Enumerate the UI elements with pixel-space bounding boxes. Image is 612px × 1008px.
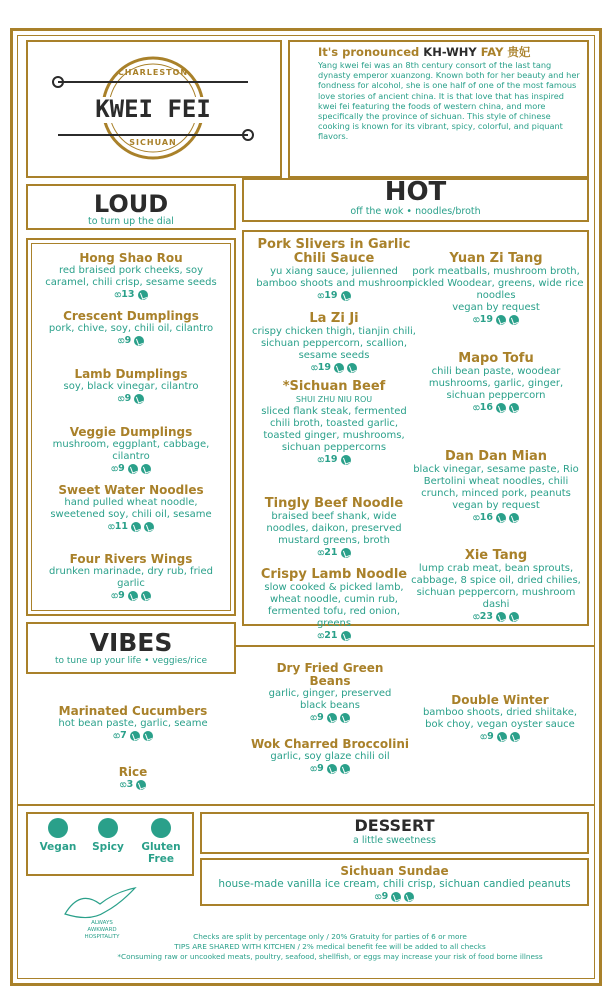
price-prefix: ග xyxy=(113,730,121,741)
item-desc: red braised pork cheeks, soy caramel, chili crisp, sesame seeds xyxy=(45,265,217,288)
item-desc: bamboo shoots, dried shiitake, bok choy, vegan oyster sauce xyxy=(422,707,578,730)
price-value: 9 xyxy=(317,712,324,723)
item-name: Double Winter xyxy=(451,693,549,707)
item-price xyxy=(250,290,418,302)
menu-item xyxy=(408,252,584,326)
footer-line-3: *Consuming raw or uncooked meats, poultry, seafood, shellfish, or eggs may increase your risk of food borne illness xyxy=(117,951,543,961)
diet-icon xyxy=(497,732,507,742)
item-price xyxy=(36,463,226,475)
price-prefix: ග xyxy=(480,731,488,742)
price-prefix: ග xyxy=(472,314,480,325)
item-desc: braised beef shank, wide noodles, daikon, preserved mustard greens, broth xyxy=(266,511,402,546)
menu-item xyxy=(50,705,216,742)
brand-line-3: HOSPITALITY xyxy=(84,934,120,940)
spicy-icon xyxy=(404,892,414,902)
item-desc: drunken marinade, dry rub, fried garlic xyxy=(49,566,213,589)
phonetic-2: FAY xyxy=(480,45,504,59)
pronounced-label: It's pronounced xyxy=(318,45,420,59)
menu-item xyxy=(250,568,418,642)
price-value: 11 xyxy=(114,521,129,532)
logo-box xyxy=(26,40,282,178)
item-price xyxy=(408,611,584,623)
item-alt-name: SHUI ZHU NIU ROU xyxy=(295,395,373,404)
dessert-name: Sichuan Sundae xyxy=(340,864,449,878)
diet-icon xyxy=(341,455,351,465)
diet-icon xyxy=(128,591,138,601)
price-prefix: ග xyxy=(317,547,325,558)
price-prefix: ග xyxy=(114,289,122,300)
item-price xyxy=(250,630,418,642)
diet-icon xyxy=(141,464,151,474)
item-price xyxy=(245,763,415,775)
item-desc: lump crab meat, bean sprouts, cabbage, 8 spice oil, dried chilies, sichuan peppercorn, mushroom dashi xyxy=(411,563,581,610)
price-value: 9 xyxy=(118,590,125,601)
diet-icon xyxy=(341,291,351,301)
item-desc: slow cooked & picked lamb, wheat noodle, cumin rub, fermented tofu, red onion, greens xyxy=(264,582,404,629)
price-prefix: ග xyxy=(317,454,325,465)
menu-item xyxy=(50,766,216,791)
menu-item xyxy=(250,238,418,302)
item-price xyxy=(250,362,418,374)
vibes-divider-top xyxy=(236,645,595,647)
menu-item xyxy=(250,380,418,466)
vibes-subtitle-b: veggies/rice xyxy=(152,656,208,666)
item-price xyxy=(36,289,226,301)
diet-icon xyxy=(136,780,146,790)
item-desc: hand pulled wheat noodle, sweetened soy, chili oil, sesame xyxy=(50,497,212,520)
price-prefix: ග xyxy=(317,630,325,641)
diet-icon xyxy=(496,403,506,413)
hot-subtitle-a: off the wok xyxy=(350,206,404,217)
price-prefix: ග xyxy=(310,763,318,774)
dot-bullet: • xyxy=(144,656,150,666)
price-prefix: ග xyxy=(472,611,480,622)
price-prefix: ග xyxy=(374,891,382,902)
price-value: 16 xyxy=(479,402,494,413)
item-desc: pork, chive, soy, chili oil, cilantro xyxy=(48,323,214,334)
diet-icon xyxy=(327,713,337,723)
price-value: 9 xyxy=(124,335,132,346)
vegan-icon xyxy=(48,818,68,838)
pronounce-line xyxy=(318,44,530,60)
footer-line-1: Checks are split by percentage only / 20% Gratuity for parties of 6 or more xyxy=(193,932,467,941)
chinese-name: 贵妃 xyxy=(507,45,531,59)
item-price xyxy=(36,521,226,533)
item-desc: soy, black vinegar, cilantro xyxy=(63,381,199,392)
diet-icon xyxy=(496,315,506,325)
hot-subtitle xyxy=(242,206,589,217)
item-price xyxy=(408,402,584,414)
diet-icon xyxy=(340,713,350,723)
item-name: Dry Fried Green Beans xyxy=(276,661,384,688)
legend-vegan xyxy=(36,818,80,853)
item-desc: chili bean paste, woodear mushrooms, garlic, ginger, sichuan peppercorn xyxy=(428,366,564,401)
legend-spicy xyxy=(86,818,130,853)
menu-item xyxy=(36,484,226,533)
price-value: 9 xyxy=(124,393,132,404)
price-value: 21 xyxy=(324,630,338,641)
item-price xyxy=(260,712,400,724)
item-name: Sweet Water Noodles xyxy=(58,483,204,497)
price-prefix: ග xyxy=(111,590,119,601)
chili-icon xyxy=(98,818,118,838)
vibes-title: VIBES xyxy=(89,628,173,657)
item-note: vegan by request xyxy=(452,302,540,313)
item-name: Xie Tang xyxy=(464,548,528,563)
vibes-divider-bottom xyxy=(17,804,595,806)
item-desc: garlic, soy glaze chili oil xyxy=(270,751,390,762)
item-name: Rice xyxy=(118,765,148,779)
diet-icon xyxy=(510,732,520,742)
diet-icon xyxy=(141,591,151,601)
menu-item xyxy=(36,310,226,347)
item-name: Hong Shao Rou xyxy=(79,251,183,265)
diet-icon xyxy=(341,548,351,558)
item-name: Four Rivers Wings xyxy=(69,552,193,566)
item-price xyxy=(36,590,226,602)
diet-icon xyxy=(143,731,153,741)
price-value: 7 xyxy=(120,730,127,741)
vegan-icon xyxy=(391,892,401,902)
menu-item xyxy=(36,368,226,405)
diet-icon xyxy=(341,631,351,641)
brand-line-2: AWKWARD xyxy=(87,927,117,933)
vibes-subtitle-a: to tune up your life xyxy=(54,656,142,666)
item-price xyxy=(250,547,418,559)
price-value: 21 xyxy=(324,547,338,558)
item-price xyxy=(50,730,216,742)
item-name: La Zi Ji xyxy=(309,311,359,326)
item-price xyxy=(50,779,216,791)
item-price xyxy=(408,512,584,524)
item-price xyxy=(408,314,584,326)
item-name: Pork Slivers in Garlic Chili Sauce xyxy=(257,237,411,266)
price-prefix: ග xyxy=(111,463,119,474)
item-desc: sliced flank steak, fermented chili broth, toasted garlic, toasted ginger, mushrooms, sichuan peppercorns xyxy=(261,406,407,453)
hospitality-bird-logo xyxy=(60,884,140,924)
loud-subtitle: to turn up the dial xyxy=(88,216,174,227)
phonetic: KH-WHY xyxy=(423,45,477,59)
price-value: 3 xyxy=(126,779,134,790)
menu-item xyxy=(245,738,415,775)
price-prefix: ග xyxy=(117,393,125,404)
diet-icon xyxy=(144,522,154,532)
price-prefix: ග xyxy=(472,512,480,523)
item-name: Tingly Beef Noodle xyxy=(264,496,404,511)
legend-gluten-label: Gluten Free xyxy=(141,841,181,865)
item-name: Dan Dan Mian xyxy=(444,449,548,464)
price-prefix: ග xyxy=(310,362,318,373)
menu-item xyxy=(36,426,226,475)
item-desc: garlic, ginger, preserved black beans xyxy=(268,688,392,711)
menu-item xyxy=(36,252,226,301)
diet-icon xyxy=(509,513,519,523)
item-name: Crispy Lamb Noodle xyxy=(260,567,408,582)
brand-line-1: ALWAYS xyxy=(91,920,113,926)
item-name: *Sichuan Beef xyxy=(282,379,386,394)
legend-gluten xyxy=(136,818,186,865)
hot-title: HOT xyxy=(384,177,447,207)
price-prefix: ග xyxy=(317,290,325,301)
legend-spicy-label: Spicy xyxy=(92,841,124,853)
diet-icon xyxy=(131,522,141,532)
diet-icon xyxy=(138,290,148,300)
diet-icon xyxy=(509,315,519,325)
diet-icon xyxy=(327,764,337,774)
wheat-icon xyxy=(151,818,171,838)
diet-icon xyxy=(347,363,357,373)
price-value: 9 xyxy=(118,463,125,474)
item-name: Wok Charred Broccolini xyxy=(250,737,410,751)
logo-top-text: CHARLESTON xyxy=(117,68,189,77)
price-value: 19 xyxy=(317,362,332,373)
dessert-desc: house-made vanilla ice cream, chili crisp, sichuan candied peanuts xyxy=(218,878,571,890)
dessert-price xyxy=(200,891,589,903)
item-price xyxy=(420,731,580,743)
item-desc: yu xiang sauce, julienned bamboo shoots and mushroom xyxy=(256,266,412,289)
legend-vegan-label: Vegan xyxy=(39,841,77,853)
diet-icon xyxy=(496,513,506,523)
price-value: 19 xyxy=(324,290,338,301)
intro-text: Yang kwei fei was an 8th century consort of the last tang dynasty emperor xuanzong. Known both for her beauty and her fondness for alcohol, she is one half of one of the most famous love stories of ancient china. It is that love that has inspired kwei fei featuring the foods of western china, and more specifically the province of sichuan. This style of chinese cooking is known for its vibrant, spicy, colorful, and piquant flavors. xyxy=(318,60,580,142)
item-price xyxy=(36,335,226,347)
menu-item xyxy=(420,694,580,743)
footer-notes xyxy=(80,932,580,961)
menu-item xyxy=(250,312,418,374)
item-price xyxy=(36,393,226,405)
price-value: 19 xyxy=(324,454,338,465)
item-name: Marinated Cucumbers xyxy=(58,704,208,718)
dessert-title: DESSERT xyxy=(354,816,435,835)
item-price xyxy=(250,454,418,466)
hot-subtitle-b: noodles/broth xyxy=(415,206,481,217)
diet-icon xyxy=(130,731,140,741)
diet-icon xyxy=(128,464,138,474)
footer-line-2: TIPS ARE SHARED WITH KITCHEN / 2% medical benefit fee will be added to all checks xyxy=(174,941,486,951)
price-prefix: ග xyxy=(472,402,480,413)
diet-icon xyxy=(509,612,519,622)
diet-icon xyxy=(496,612,506,622)
dot-bullet: • xyxy=(406,206,413,217)
logo-bottom-text: SICHUAN xyxy=(129,138,177,147)
price-prefix: ග xyxy=(310,712,318,723)
price-value: 9 xyxy=(317,763,324,774)
item-desc: hot bean paste, garlic, seame xyxy=(58,718,208,729)
menu-item xyxy=(408,549,584,623)
item-name: Mapo Tofu xyxy=(458,351,534,366)
item-desc: mushroom, eggplant, cabbage, cilantro xyxy=(52,439,210,462)
menu-item xyxy=(36,553,226,602)
dessert-subtitle: a little sweetness xyxy=(353,835,436,846)
diet-icon xyxy=(340,764,350,774)
diet-icon xyxy=(334,363,344,373)
menu-item xyxy=(408,352,584,414)
loud-title: LOUD xyxy=(93,190,169,218)
item-note: vegan by request xyxy=(452,500,540,511)
item-name: Crescent Dumplings xyxy=(63,309,199,323)
price-prefix: ග xyxy=(119,779,127,790)
diet-icon xyxy=(134,394,144,404)
price-prefix: ග xyxy=(107,521,115,532)
price-value: 9 xyxy=(487,731,494,742)
price-value: 13 xyxy=(121,289,135,300)
price-value: 23 xyxy=(479,611,494,622)
menu-item xyxy=(250,497,418,559)
price-prefix: ග xyxy=(117,335,125,346)
item-desc: crispy chicken thigh, tianjin chili, sichuan peppercorn, scallion, sesame seeds xyxy=(252,326,416,361)
diet-icon xyxy=(134,336,144,346)
item-desc: black vinegar, sesame paste, Rio Bertolini wheat noodles, chili crunch, minced pork, peanuts xyxy=(413,464,579,499)
dessert-price-value: 9 xyxy=(381,891,389,902)
price-value: 16 xyxy=(479,512,494,523)
logo-name: KWEI FEI xyxy=(95,95,211,123)
item-name: Lamb Dumplings xyxy=(74,367,188,381)
vibes-subtitle xyxy=(26,656,236,666)
price-value: 19 xyxy=(479,314,494,325)
menu-item xyxy=(408,450,584,524)
diet-icon xyxy=(509,403,519,413)
item-desc: pork meatballs, mushroom broth, pickled Woodear, greens, wide rice noodles xyxy=(408,266,584,301)
menu-item xyxy=(260,662,400,724)
item-name: Yuan Zi Tang xyxy=(449,251,543,266)
item-name: Veggie Dumplings xyxy=(69,425,193,439)
